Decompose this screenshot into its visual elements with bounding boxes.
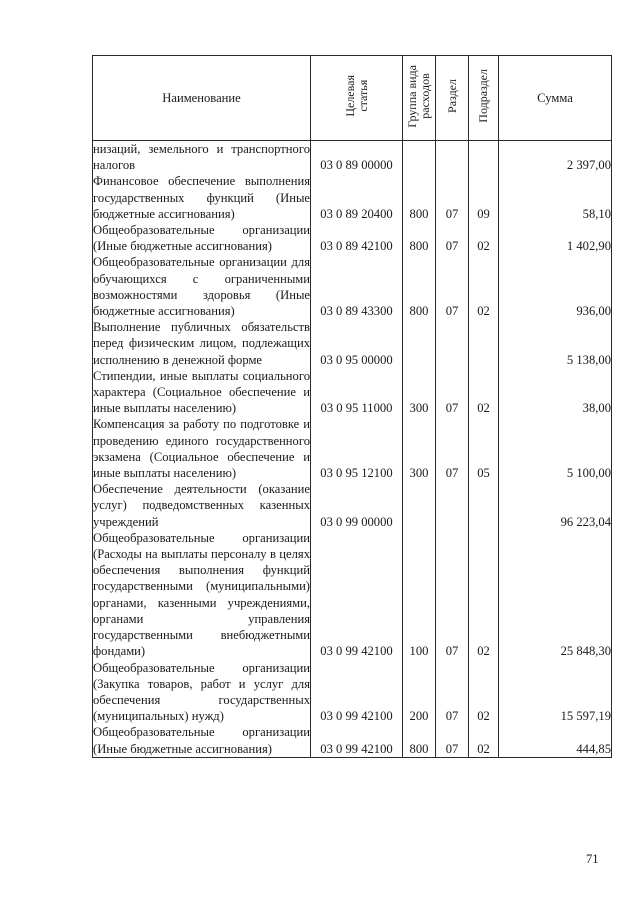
cell-name: Общеобразовательные организации (Расходы на выплаты персоналу в целях обеспечения выполнения функций государственными (муниципальными) органами, казенными учреждениями, органами управления государственными внебюджетными фондами) [93, 530, 310, 659]
cell-expense-group: 800 [403, 173, 436, 222]
cell-subsection: 05 [469, 416, 499, 481]
budget-table [92, 55, 612, 758]
cell-section [436, 481, 469, 530]
cell-subsection: 02 [469, 660, 499, 725]
header-section [436, 56, 469, 141]
header-target-label: Целевая статья [342, 75, 370, 117]
cell-target-code: 03 0 89 00000 [311, 141, 403, 174]
cell-name: Общеобразовательные организации (Иные бюджетные ассигнования) [93, 725, 310, 756]
cell-expense-group [403, 481, 436, 530]
cell-section: 07 [436, 254, 469, 319]
cell-name: Общеобразовательные организации (Иные бюджетные ассигнования) [93, 223, 310, 254]
cell-expense-group: 800 [403, 724, 436, 757]
cell-expense-group: 100 [403, 530, 436, 660]
table-body [93, 141, 612, 758]
table-row [93, 319, 612, 368]
cell-expense-group: 200 [403, 660, 436, 725]
cell-name: Обеспечение деятельности (оказание услуг) подведомственных казенных учреждений [93, 482, 310, 529]
table-row [93, 222, 612, 254]
cell-target-code: 03 0 99 42100 [311, 660, 403, 725]
cell-sum: 58,10 [499, 173, 612, 222]
table-row [93, 254, 612, 319]
cell-target-code: 03 0 99 42100 [311, 724, 403, 757]
cell-section: 07 [436, 173, 469, 222]
table-row [93, 660, 612, 725]
cell-sum: 5 100,00 [499, 416, 612, 481]
cell-subsection: 02 [469, 254, 499, 319]
cell-expense-group: 300 [403, 416, 436, 481]
table-row [93, 481, 612, 530]
table-row [93, 173, 612, 222]
cell-sum: 25 848,30 [499, 530, 612, 660]
cell-section: 07 [436, 222, 469, 254]
header-name-label: Наименование [162, 90, 241, 105]
cell-target-code: 03 0 99 42100 [311, 530, 403, 660]
cell-sum: 38,00 [499, 368, 612, 417]
cell-name: Выполнение публичных обязательств перед физическим лицом, подлежащих исполнению в денежной форме [93, 320, 310, 367]
table-row [93, 530, 612, 660]
cell-name: Стипендии, иные выплаты социального характера (Социальное обеспечение и иные выплаты населению) [93, 368, 310, 416]
cell-section: 07 [436, 724, 469, 757]
cell-sum: 444,85 [499, 724, 612, 757]
cell-expense-group [403, 141, 436, 174]
table-row [93, 724, 612, 757]
header-target [311, 56, 403, 141]
cell-section [436, 141, 469, 174]
cell-target-code: 03 0 95 11000 [311, 368, 403, 417]
cell-target-code: 03 0 95 00000 [311, 319, 403, 368]
table-row [93, 141, 612, 174]
cell-sum: 2 397,00 [499, 141, 612, 174]
cell-name: Общеобразовательные организации (Закупка товаров, работ и услуг для обеспечения государственных (муниципальных) нужд) [93, 660, 310, 724]
cell-expense-group: 800 [403, 254, 436, 319]
cell-target-code: 03 0 89 20400 [311, 173, 403, 222]
header-sum-label: Сумма [537, 90, 573, 105]
cell-target-code: 03 0 89 43300 [311, 254, 403, 319]
cell-section: 07 [436, 660, 469, 725]
cell-subsection [469, 481, 499, 530]
cell-section: 07 [436, 416, 469, 481]
header-sum [499, 56, 612, 141]
cell-name: Общеобразовательные организации для обучающихся с ограниченными возможностями здоровья (Иные бюджетные ассигнования) [93, 255, 310, 319]
cell-sum: 936,00 [499, 254, 612, 319]
cell-expense-group [403, 319, 436, 368]
header-group-label: Группа вида расходов [405, 64, 432, 128]
cell-subsection: 02 [469, 724, 499, 757]
header-subsection [469, 56, 499, 141]
cell-subsection: 02 [469, 222, 499, 254]
header-subsection-label: Подраздел [476, 69, 490, 123]
cell-subsection: 02 [469, 368, 499, 417]
cell-subsection: 02 [469, 530, 499, 660]
cell-subsection [469, 141, 499, 174]
cell-sum: 96 223,04 [499, 481, 612, 530]
cell-target-code: 03 0 89 42100 [311, 222, 403, 254]
cell-sum: 15 597,19 [499, 660, 612, 725]
table-row [93, 416, 612, 481]
cell-target-code: 03 0 99 00000 [311, 481, 403, 530]
cell-section: 07 [436, 368, 469, 417]
header-section-label: Раздел [444, 78, 459, 113]
header-group [403, 56, 436, 141]
cell-subsection: 09 [469, 173, 499, 222]
header-name [93, 56, 311, 141]
cell-name: Финансовое обеспечение выполнения государственных функций (Иные бюджетные ассигнования) [93, 174, 310, 221]
cell-section: 07 [436, 530, 469, 660]
cell-expense-group: 300 [403, 368, 436, 417]
cell-sum: 5 138,00 [499, 319, 612, 368]
cell-target-code: 03 0 95 12100 [311, 416, 403, 481]
cell-sum: 1 402,90 [499, 222, 612, 254]
cell-name: низаций, земельного и транспортного налогов [93, 142, 310, 173]
table-row [93, 368, 612, 417]
table-header [93, 56, 612, 141]
cell-subsection [469, 319, 499, 368]
page-number: 71 [586, 852, 599, 866]
cell-name: Компенсация за работу по подготовке и проведению единого государственного экзамена (Социальное обеспечение и иные выплаты населению) [93, 417, 310, 481]
cell-section [436, 319, 469, 368]
cell-expense-group: 800 [403, 222, 436, 254]
